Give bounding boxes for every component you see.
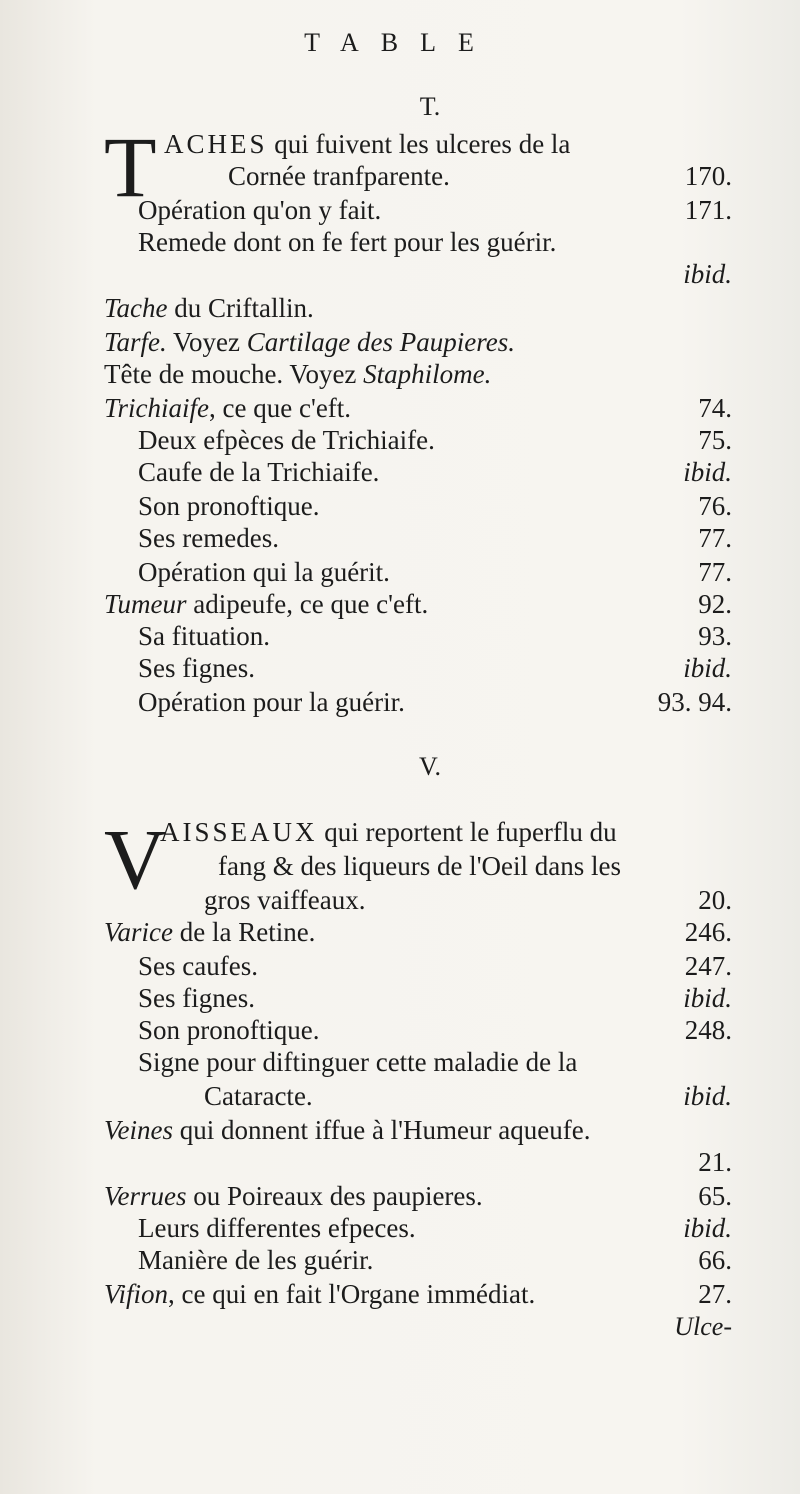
page-ref: 93. 94. [657,687,732,717]
page-ref: 76. [698,491,732,521]
page-ref: 77. [698,557,732,587]
page-ref: ibid. [683,259,732,289]
catchword: Ulce- [674,1312,732,1341]
page-ref: 247. [684,951,732,981]
page-ref: 27. [698,1279,732,1309]
page-ref: ibid. [683,1081,732,1111]
drop-cap-v: V [104,811,167,907]
page-ref: 75. [698,425,732,455]
page-ref: 66. [698,1245,732,1275]
page-ref: ibid. [683,653,732,683]
page-ref: 246. [684,917,732,947]
page-ref: 248. [684,1015,732,1045]
page-ref: ibid. [683,983,732,1013]
drop-cap-t: T [104,119,157,215]
running-head: TABLE [304,28,496,57]
section-letter-v: V. [419,752,441,781]
page-ref: 21. [698,1147,732,1177]
page-ref: 171. [684,195,732,225]
page-ref: 93. [698,621,732,651]
page-ref: 77. [698,523,732,553]
page-ref: ibid. [683,457,732,487]
page-ref: 170. [684,161,732,191]
page-ref: 20. [698,885,732,915]
page-ref: 65. [698,1181,732,1211]
section-letter-t: T. [419,92,441,121]
book-page: TABLE T. T ACHES qui fuivent les ulceres de la Cornée tranfparente. 170. Opération qu'on y fait. 171. Remede dont on fe fert pour les guérir. ibid. Tache du Criftallin. Tarfe. Voyez Cartilage des Paupieres. Tête de mouche. Voyez Staphilome. Trichiaife, ce que c'eft. 74. Deux efpèces de Trichiaife. 75. Caufe de la Trichiaife. ibid. Son pronoftique. 76. Ses remedes. 77. Opération qui la guérit. 77. Tumeur adipeufe, ce que c'eft. 92. Sa fituation. 93. Ses fignes. ibid. Opération pour la guérir. 93. 94. V. V AISSEAUX qui reportent le fuperflu du fang & des liqueurs de l'Oeil dans les gros vaiffeaux. 20. Varice de la Retine. 246. Ses caufes. 247. Ses fignes. ibid. Son pronoftique. 248. Signe pour diftinguer cette maladie de la Cataracte. ibid. Veines qui donnent iffue à l'Humeur aqueufe. 21. Verrues ou Poireaux des paupieres. 65. Leurs differentes efpeces. ibid. Manière de les guérir. 66. Vifion, ce qui en fait l'Organe immédiat. 27. Ulce- [0,0,800,1494]
page-ref: ibid. [683,1213,732,1243]
page-ref: 74. [698,393,732,423]
page-ref: 92. [698,589,732,619]
